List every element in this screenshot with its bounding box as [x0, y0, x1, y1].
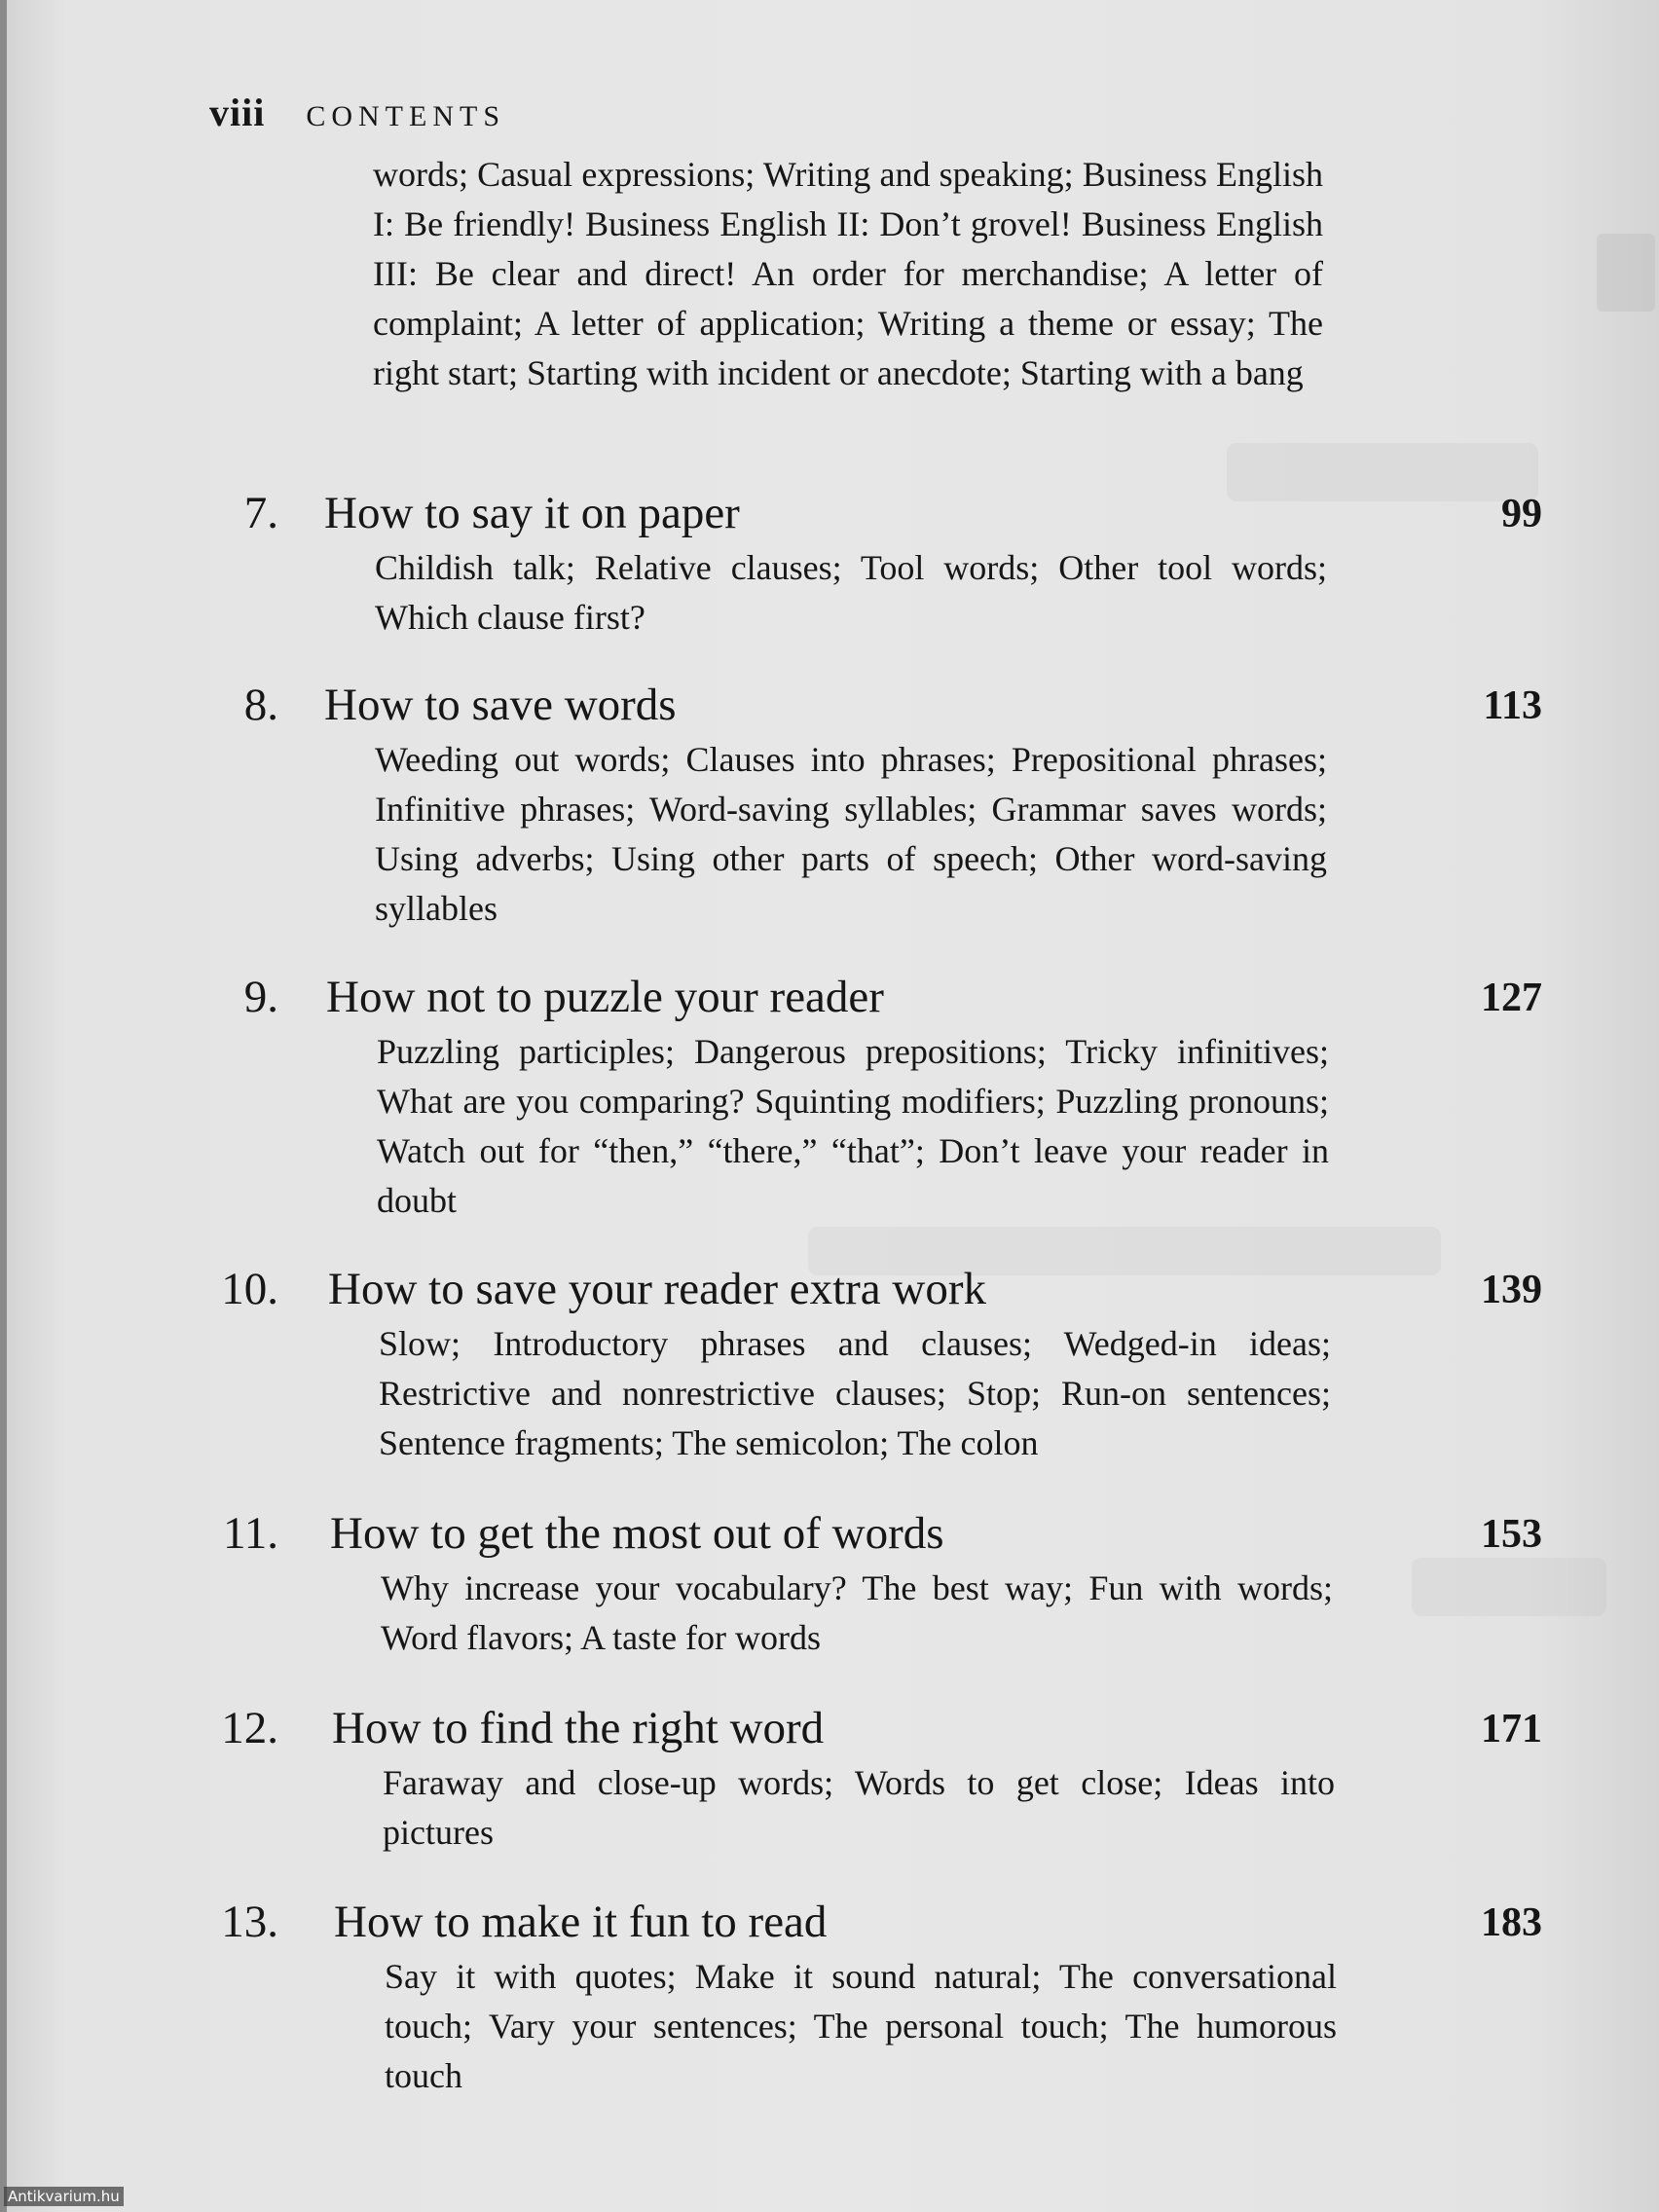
chapter-page-number: 183 [1481, 1900, 1542, 1945]
running-title: CONTENTS [306, 100, 506, 132]
chapter-title: How to make it fun to read [334, 1897, 828, 1947]
chapter-title: How not to puzzle your reader [326, 972, 884, 1022]
page-folio: viii [209, 91, 266, 134]
chapter-description: Why increase your vocabulary? The best way; Fun with words; Word flavors; A taste for words [381, 1568, 1333, 1657]
chapter-title: How to find the right word [332, 1703, 825, 1753]
show-through-shadow [1227, 443, 1538, 501]
chapter-title: How to get the most out of words [330, 1508, 944, 1559]
chapter-description: Puzzling participles; Dangerous prepositions; Tricky infinitives; What are you comparing? Squinting modifiers; Puzzling pronouns; Watch out for “then,” “there,” “that”; Don’t leave your reader in doubt [377, 1032, 1329, 1220]
watermark: Antikvarium.hu [4, 2187, 124, 2206]
chapter-description: Faraway and close-up words; Words to get close; Ideas into pictures [383, 1763, 1335, 1852]
chapter-title: How to save your reader extra work [328, 1264, 987, 1314]
chapter-description: Slow; Introductory phrases and clauses; Wedged-in ideas; Restrictive and nonrestrictive clauses; Stop; Run-on sentences; Sentence fragments; The semicolon; The colon [379, 1324, 1331, 1462]
show-through-shadow [1412, 1558, 1606, 1616]
chapter-number: 11. [222, 1508, 278, 1559]
chapter-number: 7. [243, 488, 278, 538]
chapter-number: 13. [221, 1897, 278, 1947]
chapter-description: Childish talk; Relative clauses; Tool words; Other tool words; Which clause first? [375, 548, 1327, 637]
show-through-shadow [1597, 234, 1655, 312]
chapter-page-number: 153 [1481, 1512, 1542, 1557]
chapter-page-number: 99 [1501, 492, 1542, 536]
page-edge [0, 0, 7, 2212]
chapter-page-number: 113 [1483, 683, 1542, 728]
chapter-page-number: 127 [1481, 976, 1542, 1020]
chapter-description: Say it with quotes; Make it sound natural; The conversational touch; Vary your sentences; The personal touch; The humorous touch [385, 1957, 1337, 2095]
chapter-page-number: 171 [1481, 1707, 1542, 1751]
chapter-number: 9. [243, 972, 278, 1022]
chapter-page-number: 139 [1481, 1268, 1542, 1312]
running-header [209, 90, 505, 135]
chapter-description: Weeding out words; Clauses into phrases; Prepositional phrases; Infinitive phrases; Word-saving syllables; Grammar saves words; Using adverbs; Using other parts of speech; Other word-saving syllables [375, 740, 1327, 928]
chapter-number: 10. [221, 1264, 278, 1314]
chapter-title: How to save words [324, 680, 677, 730]
chapter-number: 12. [221, 1703, 278, 1753]
chapter-title: How to say it on paper [324, 488, 740, 538]
chapter-number: 8. [243, 680, 278, 730]
continued-chapter-description: words; Casual expressions; Writing and speaking; Business English I: Be friendly! Business English II: Don’t grovel! Business English III: Be clear and direct! An order for merchandise; A letter of complaint; A letter of application; Writing a theme or essay; The right start; Starting with incident or anecdote; Starting with a bang [373, 155, 1323, 392]
